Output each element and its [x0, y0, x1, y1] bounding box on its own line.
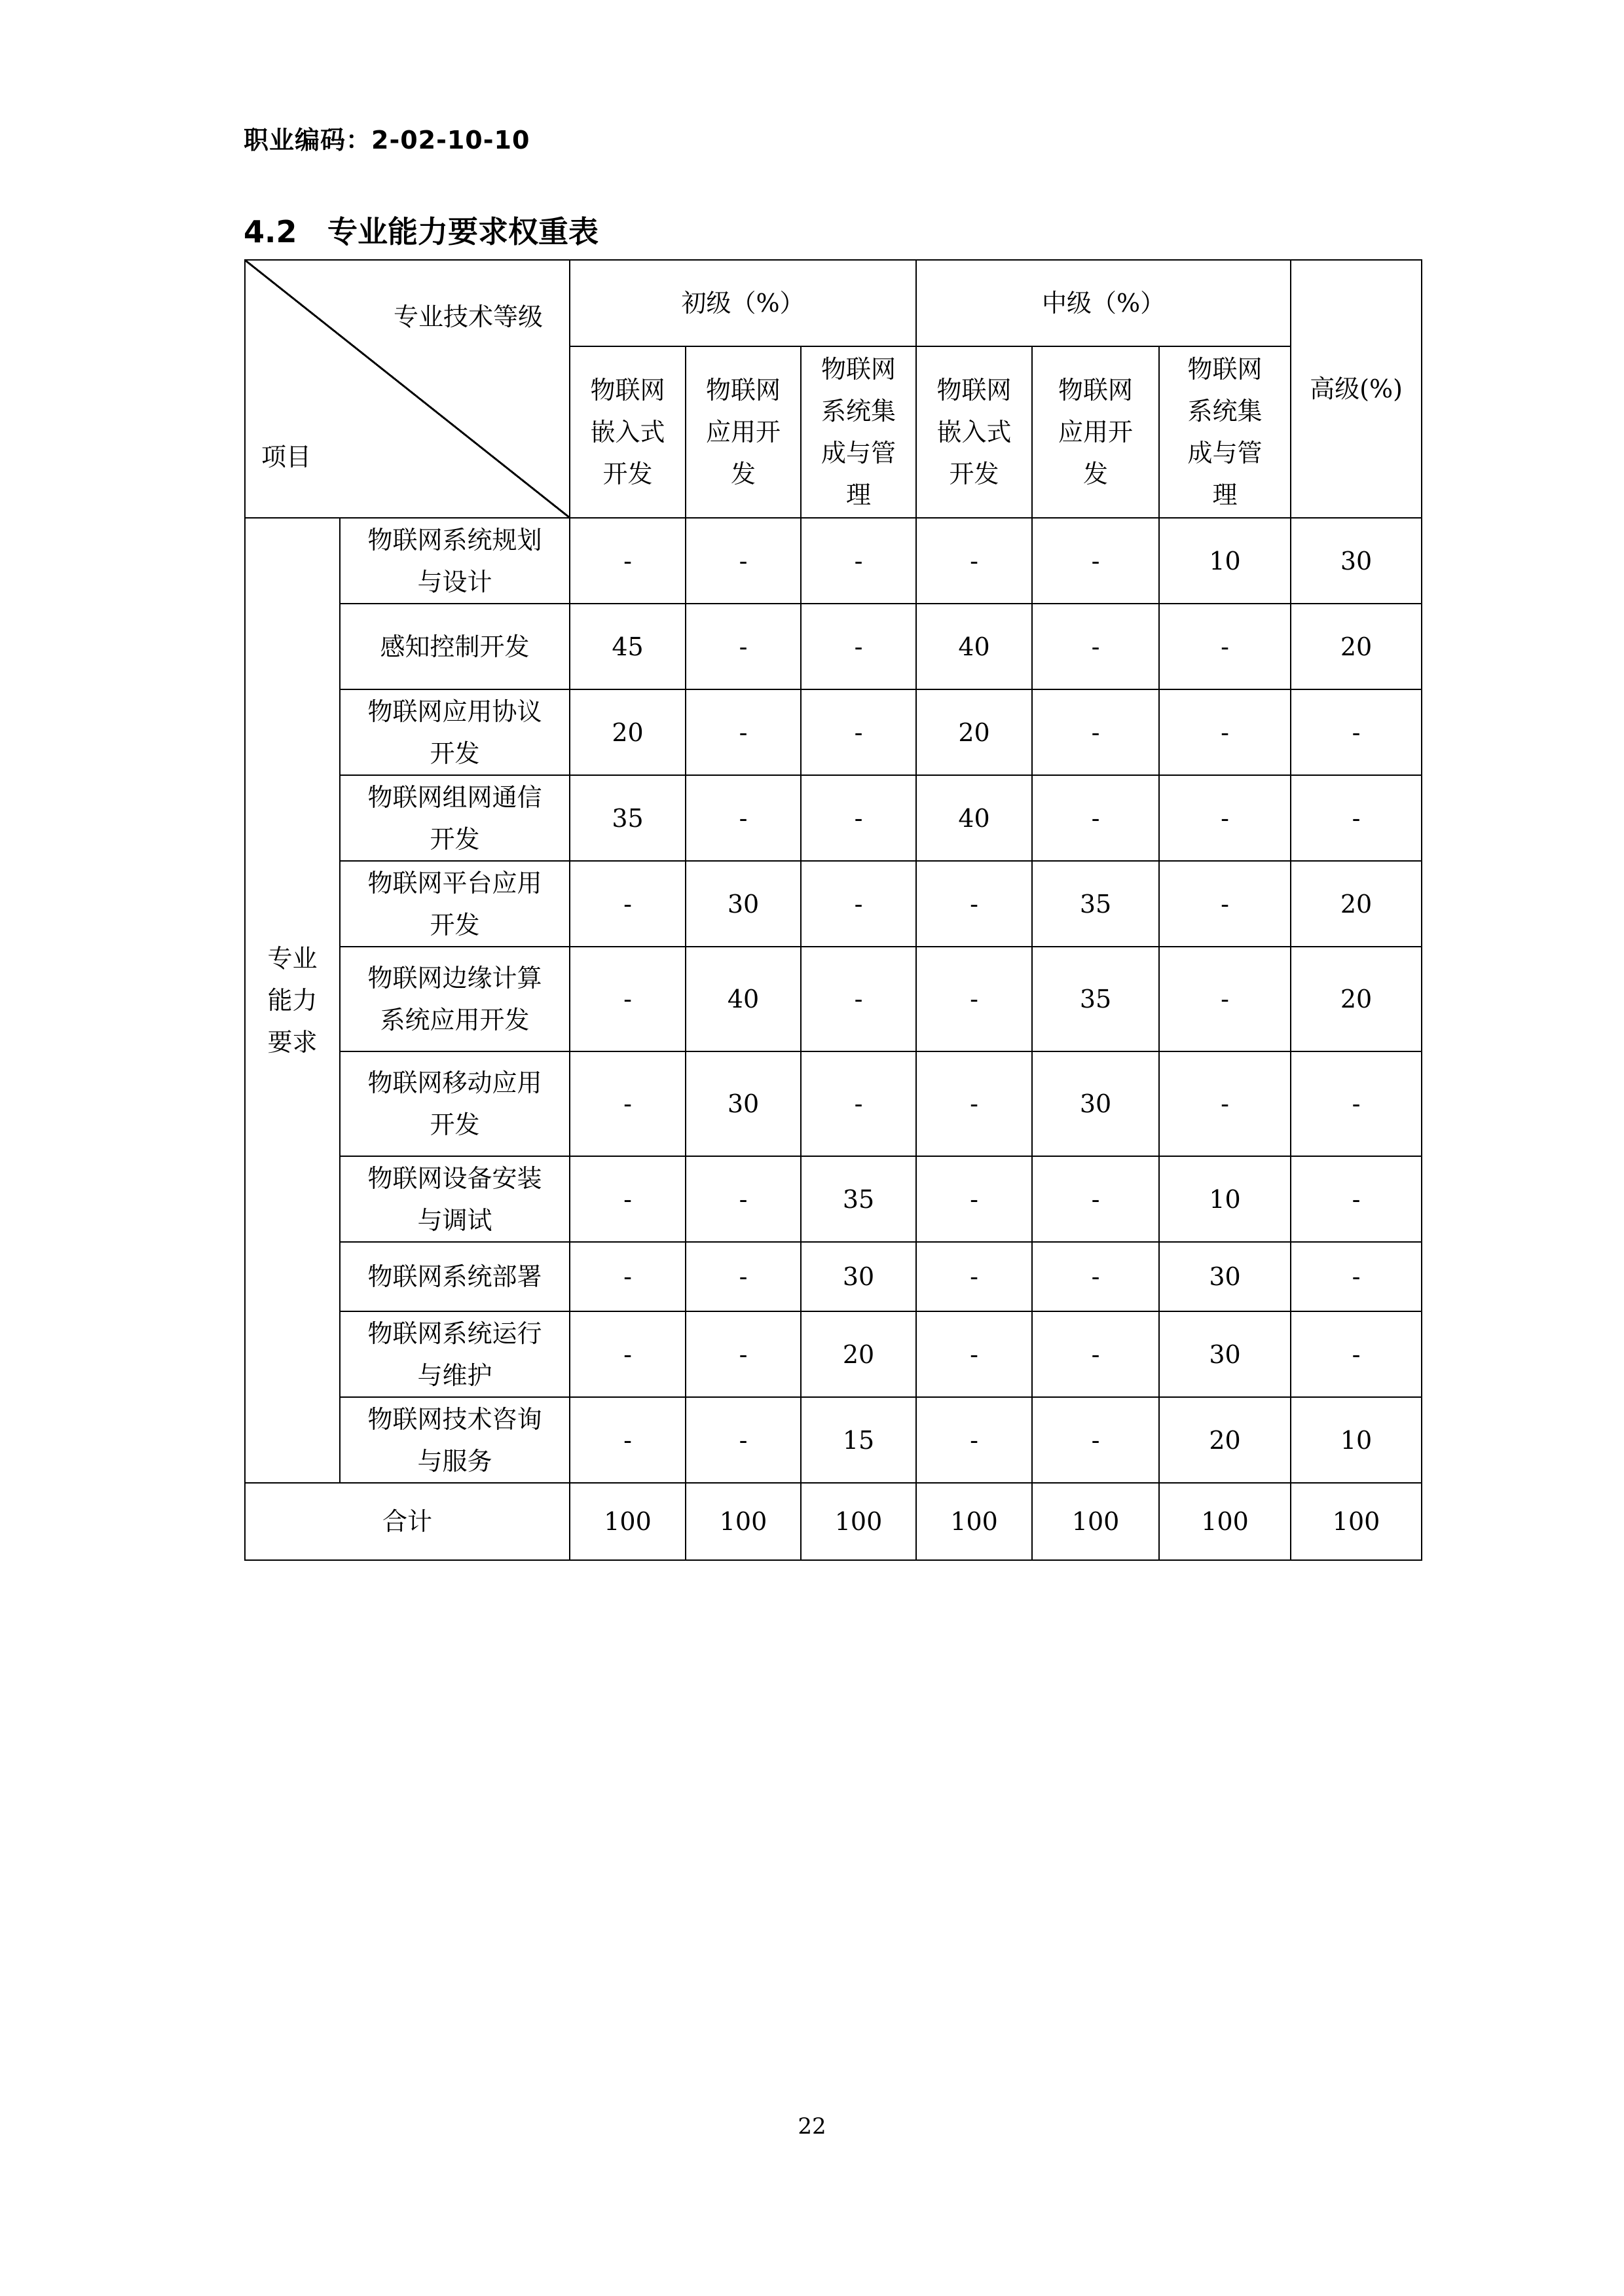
level-middle-header: 中级（%） [916, 260, 1291, 346]
subcol-header: 物联网系统集成与管理 [1159, 346, 1291, 518]
value-cell: - [686, 1242, 801, 1311]
page-number: 22 [798, 2113, 826, 2140]
value-cell: - [1032, 518, 1159, 604]
value-cell: 30 [686, 1051, 801, 1156]
value-cell: - [1159, 1051, 1291, 1156]
level-senior-header: 高级(%) [1291, 260, 1422, 518]
value-cell: - [801, 861, 916, 947]
table-row [245, 604, 1422, 689]
subcol-header: 物联网应用开发 [1032, 346, 1159, 518]
value-cell: - [686, 604, 801, 689]
total-value-cell: 100 [1159, 1483, 1291, 1560]
subcol-header: 物联网嵌入式开发 [916, 346, 1032, 518]
value-cell: - [801, 518, 916, 604]
value-cell: 20 [1291, 604, 1422, 689]
value-cell: 15 [801, 1397, 916, 1483]
value-cell: - [1032, 1156, 1159, 1242]
table-row [245, 689, 1422, 775]
total-value-cell: 100 [686, 1483, 801, 1560]
total-value-cell: 100 [570, 1483, 686, 1560]
table-row [245, 1156, 1422, 1242]
total-row [245, 1483, 1422, 1560]
value-cell: 30 [1291, 518, 1422, 604]
value-cell: - [570, 1051, 686, 1156]
table-row [245, 861, 1422, 947]
value-cell: - [801, 775, 916, 861]
total-value-cell: 100 [916, 1483, 1032, 1560]
value-cell: 20 [916, 689, 1032, 775]
value-cell: - [570, 1156, 686, 1242]
row-item: 物联网平台应用开发 [340, 861, 570, 947]
value-cell: 10 [1291, 1397, 1422, 1483]
value-cell: - [686, 1397, 801, 1483]
row-item: 物联网技术咨询与服务 [340, 1397, 570, 1483]
section-number: 4.2 [244, 214, 297, 249]
subcol-header: 物联网系统集成与管理 [801, 346, 916, 518]
value-cell: - [916, 518, 1032, 604]
value-cell: 30 [686, 861, 801, 947]
value-cell: - [1159, 861, 1291, 947]
value-cell: - [1032, 689, 1159, 775]
table-row [245, 1051, 1422, 1156]
value-cell: - [916, 861, 1032, 947]
level-junior-header: 初级（%） [570, 260, 916, 346]
value-cell: - [1159, 775, 1291, 861]
weight-table [244, 259, 1422, 1561]
value-cell: 10 [1159, 518, 1291, 604]
row-item: 物联网系统运行与维护 [340, 1311, 570, 1397]
value-cell: 20 [1159, 1397, 1291, 1483]
value-cell: 30 [801, 1242, 916, 1311]
value-cell: - [570, 1242, 686, 1311]
table-row [245, 1242, 1422, 1311]
row-item: 物联网系统部署 [340, 1242, 570, 1311]
value-cell: - [916, 1051, 1032, 1156]
value-cell: - [1291, 1156, 1422, 1242]
table-row [245, 775, 1422, 861]
value-cell: - [916, 1156, 1032, 1242]
value-cell: - [570, 861, 686, 947]
value-cell: - [686, 1156, 801, 1242]
subcol-header: 物联网嵌入式开发 [570, 346, 686, 518]
row-item: 物联网系统规划与设计 [340, 518, 570, 604]
value-cell: - [1291, 1242, 1422, 1311]
corner-top-label: 专业技术等级 [393, 302, 543, 331]
value-cell: - [686, 689, 801, 775]
value-cell: - [686, 1311, 801, 1397]
value-cell: - [1159, 604, 1291, 689]
value-cell: - [1291, 1051, 1422, 1156]
value-cell: 35 [1032, 861, 1159, 947]
row-item: 物联网设备安装与调试 [340, 1156, 570, 1242]
value-cell: - [570, 1397, 686, 1483]
row-item: 物联网应用协议开发 [340, 689, 570, 775]
table-row [245, 947, 1422, 1051]
row-item: 物联网组网通信开发 [340, 775, 570, 861]
value-cell: 30 [1159, 1311, 1291, 1397]
header-row-levels [245, 260, 1422, 346]
value-cell: 40 [916, 604, 1032, 689]
section-heading [244, 208, 599, 251]
value-cell: 45 [570, 604, 686, 689]
value-cell: 40 [686, 947, 801, 1051]
value-cell: - [570, 947, 686, 1051]
value-cell: - [570, 1311, 686, 1397]
section-title: 专业能力要求权重表 [327, 214, 599, 249]
value-cell: 30 [1159, 1242, 1291, 1311]
total-value-cell: 100 [1291, 1483, 1422, 1560]
value-cell: - [1159, 947, 1291, 1051]
value-cell: - [801, 1051, 916, 1156]
value-cell: - [1032, 775, 1159, 861]
corner-header-cell [245, 260, 570, 518]
subcol-header: 物联网应用开发 [686, 346, 801, 518]
value-cell: - [1032, 604, 1159, 689]
total-label: 合计 [245, 1483, 570, 1560]
row-item: 感知控制开发 [340, 604, 570, 689]
value-cell: 10 [1159, 1156, 1291, 1242]
occupation-code: 职业编码：2-02-10-10 [244, 126, 530, 155]
total-value-cell: 100 [1032, 1483, 1159, 1560]
value-cell: - [1032, 1311, 1159, 1397]
value-cell: - [686, 775, 801, 861]
group-label-cell: 专业能力要求 [245, 518, 340, 1483]
table-row [245, 1397, 1422, 1483]
value-cell: 20 [570, 689, 686, 775]
value-cell: - [570, 518, 686, 604]
value-cell: - [1291, 689, 1422, 775]
value-cell: 40 [916, 775, 1032, 861]
table-row [245, 518, 1422, 604]
value-cell: 30 [1032, 1051, 1159, 1156]
value-cell: - [916, 1397, 1032, 1483]
value-cell: - [686, 518, 801, 604]
value-cell: 35 [570, 775, 686, 861]
value-cell: - [1291, 1311, 1422, 1397]
value-cell: - [916, 947, 1032, 1051]
value-cell: - [1032, 1242, 1159, 1311]
value-cell: - [1032, 1397, 1159, 1483]
total-value-cell: 100 [801, 1483, 916, 1560]
value-cell: 20 [1291, 947, 1422, 1051]
row-item: 物联网移动应用开发 [340, 1051, 570, 1156]
value-cell: 35 [801, 1156, 916, 1242]
value-cell: - [1291, 775, 1422, 861]
value-cell: - [1159, 689, 1291, 775]
value-cell: - [916, 1242, 1032, 1311]
row-item: 物联网边缘计算系统应用开发 [340, 947, 570, 1051]
value-cell: 20 [1291, 861, 1422, 947]
value-cell: - [801, 947, 916, 1051]
value-cell: 20 [801, 1311, 916, 1397]
table-row [245, 1311, 1422, 1397]
value-cell: - [916, 1311, 1032, 1397]
value-cell: - [801, 689, 916, 775]
value-cell: 35 [1032, 947, 1159, 1051]
value-cell: - [801, 604, 916, 689]
corner-bottom-label: 项目 [261, 443, 312, 471]
